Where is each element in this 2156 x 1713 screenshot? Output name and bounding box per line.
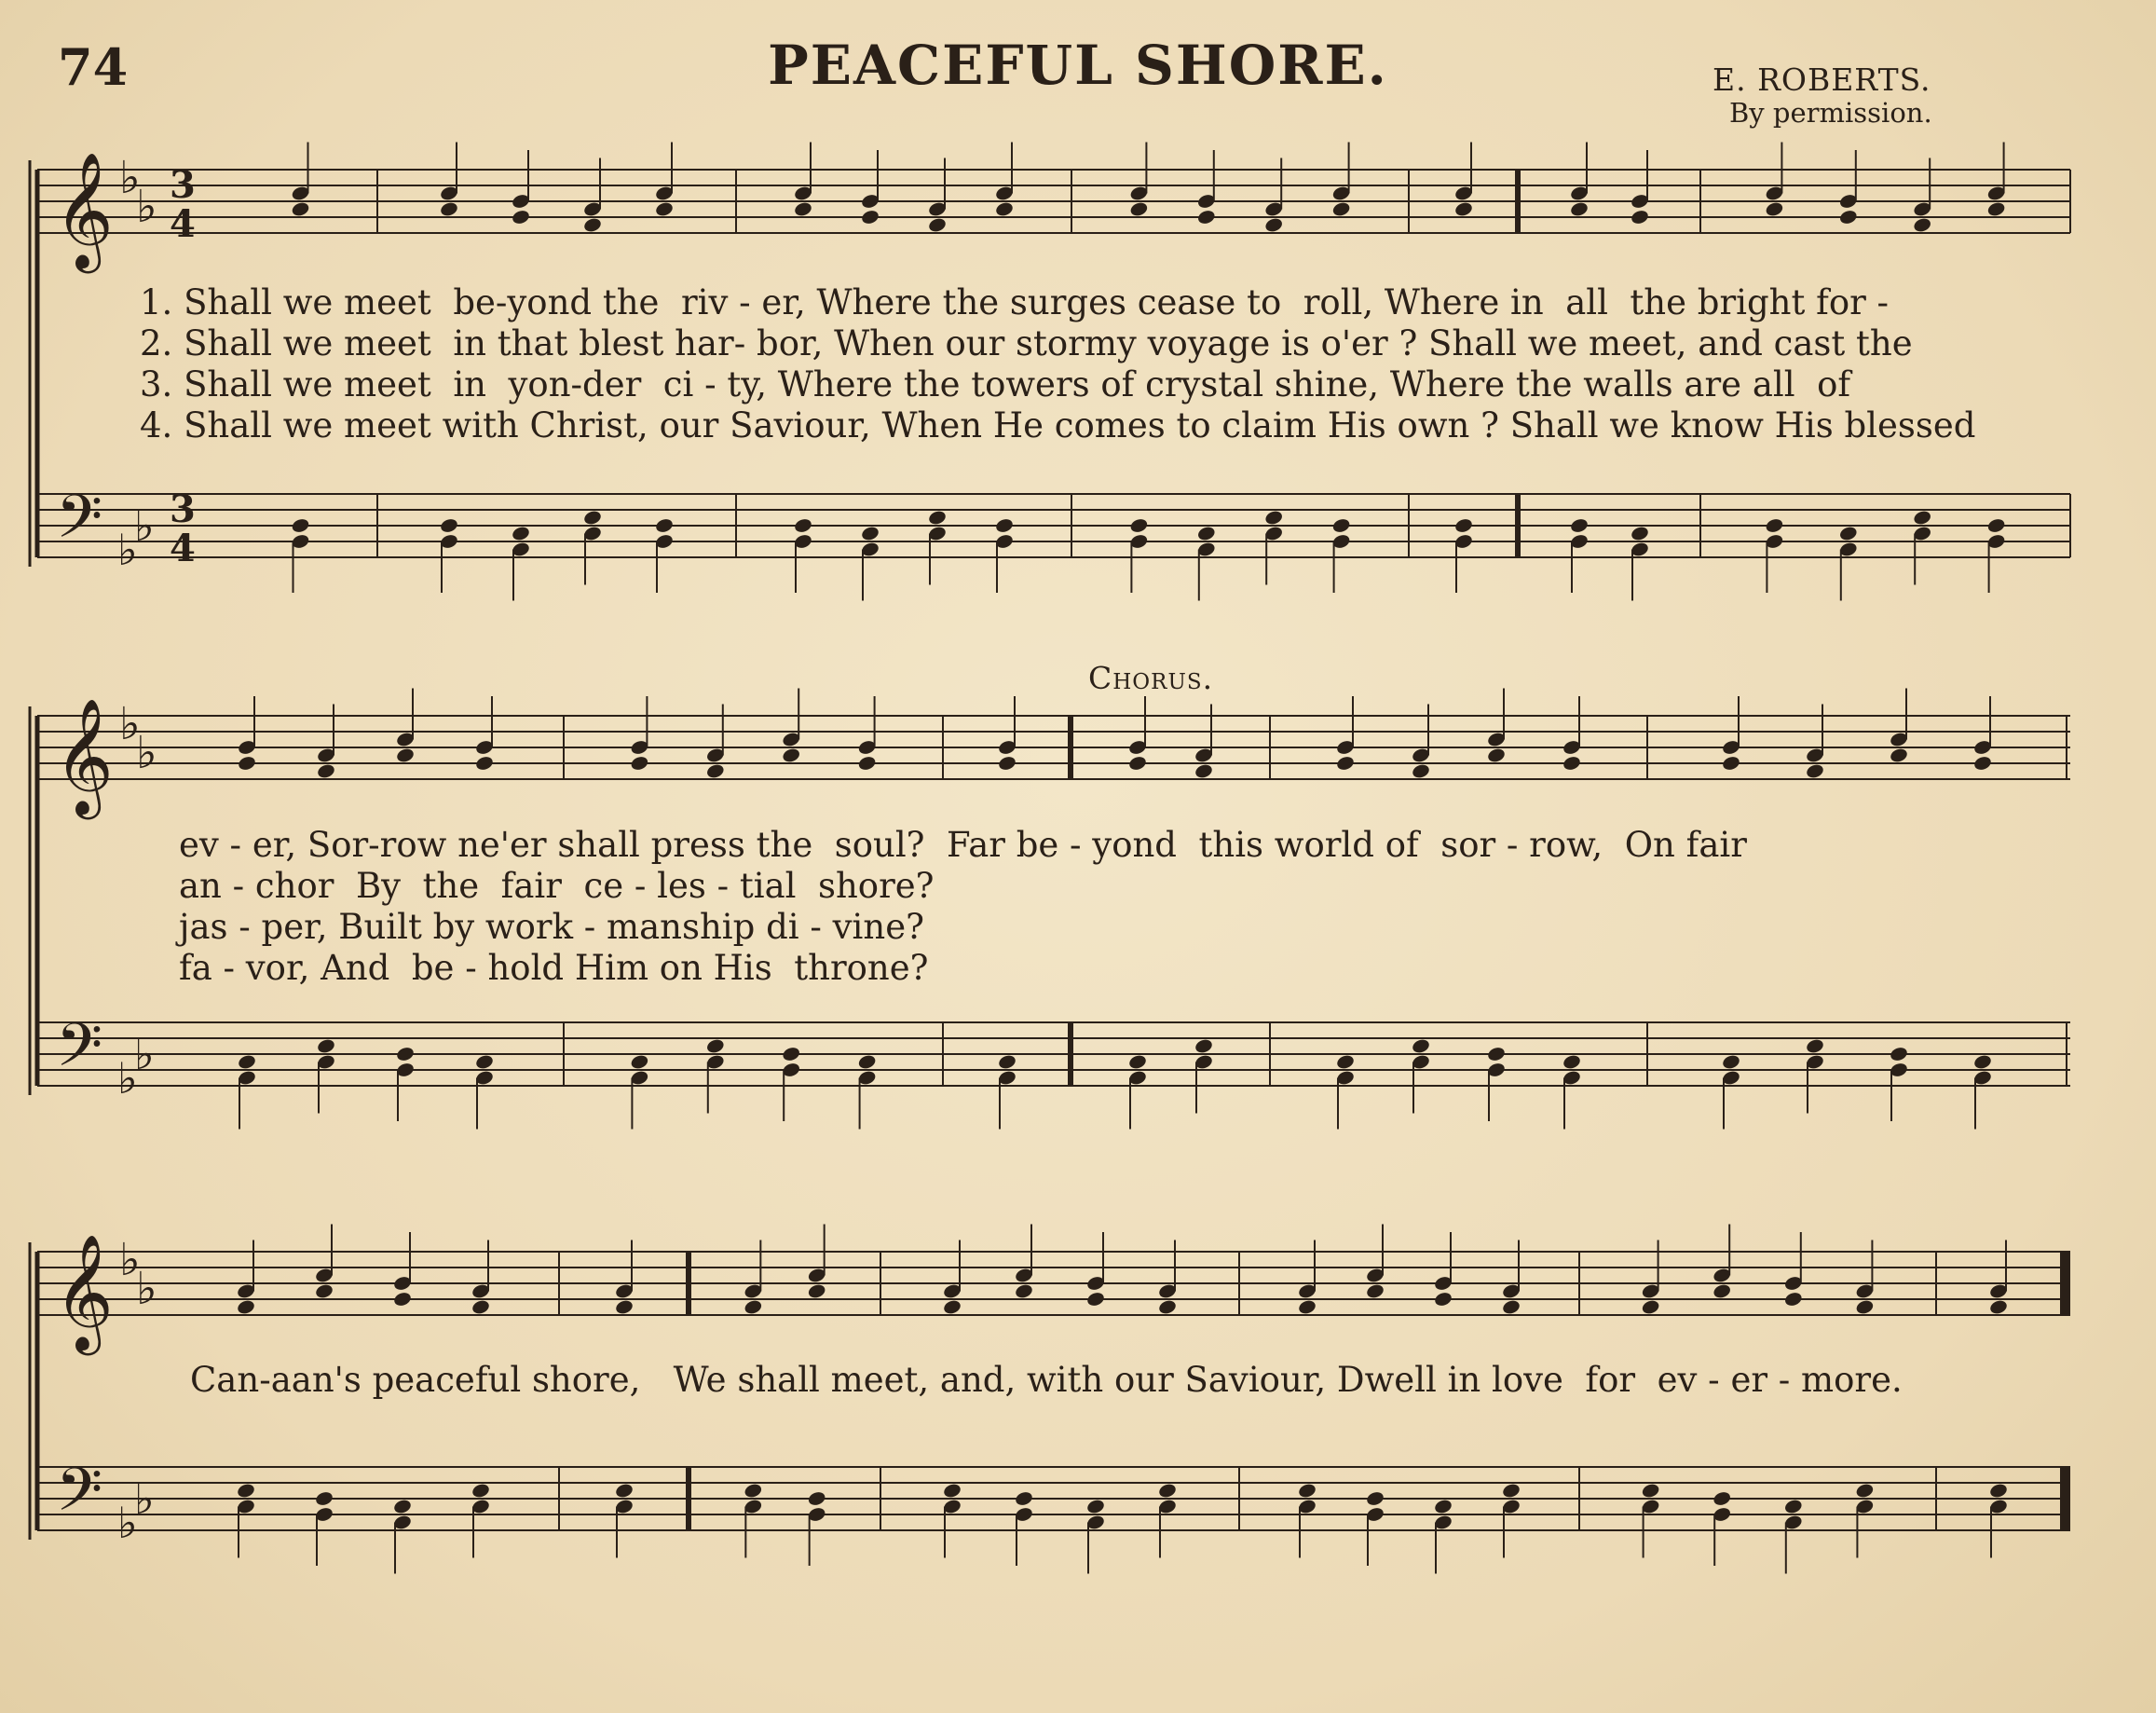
verse-1-line: 1. Shall we meet be-yond the riv - er, Where the surges cease to roll, Where in all the bright for - [140, 282, 1890, 322]
note-head [994, 517, 1014, 534]
flat-e-icon: ♭ [134, 1029, 155, 1079]
verse-3-line: 3. Shall we meet in yon-der ci - ty, Where the towers of crystal shine, Where the walls are all of [140, 364, 1851, 404]
note-head [1838, 525, 1858, 541]
note-head [614, 1482, 634, 1499]
note-head [1411, 1037, 1430, 1054]
note-head [314, 1490, 334, 1507]
double-bar-line [1515, 170, 1521, 233]
note-head [1783, 1291, 1803, 1308]
note-head [1889, 747, 1908, 763]
note-head [1129, 517, 1149, 534]
note-head [236, 1482, 255, 1499]
note-head [1838, 209, 1858, 226]
flat-b-icon: ♭ [119, 1234, 141, 1286]
note-head [994, 200, 1014, 217]
note-head [942, 1482, 962, 1499]
flat-b-icon: ♭ [119, 152, 141, 204]
time-signature-top: 3 [170, 163, 196, 207]
double-bar-line [1515, 494, 1521, 557]
note-head [1630, 209, 1649, 226]
note-head [857, 1053, 877, 1070]
note-head [782, 1046, 801, 1062]
treble-clef-icon: 𝄞 [54, 152, 114, 268]
note-head [236, 1298, 255, 1315]
note-head [793, 517, 812, 534]
note-head [1085, 1291, 1105, 1308]
note-head [857, 755, 877, 772]
note-head [237, 1053, 256, 1070]
chorus-lyric-line: Can-aan's peaceful shore, We shall meet, and, with our Saviour, Dwell in love for ev - er - more. [190, 1360, 1903, 1400]
time-signature-top: 3 [170, 487, 196, 531]
note-head [860, 525, 880, 541]
flat-b-icon: ♭ [119, 698, 141, 750]
note-head [471, 1482, 490, 1499]
note-head [291, 517, 310, 534]
note-head [614, 1298, 634, 1315]
note-head [782, 747, 801, 763]
note-head [793, 200, 812, 217]
note-head [1331, 200, 1351, 217]
note-head [582, 509, 602, 526]
note-head [1297, 1482, 1317, 1499]
note-head [1641, 1482, 1660, 1499]
note-head [1972, 1053, 1992, 1070]
note-head [1196, 525, 1216, 541]
note-head [1913, 509, 1932, 526]
note-head [1986, 200, 2006, 217]
note-head [1335, 1053, 1355, 1070]
note-head [1194, 762, 1213, 779]
composer-credit: E. ROBERTS. [1713, 62, 1931, 98]
note-head [1913, 216, 1932, 233]
note-head [1129, 200, 1149, 217]
verse-4-continuation: fa - vor, And be - hold Him on His throne? [179, 948, 929, 988]
double-bar-line [1068, 1022, 1073, 1086]
note-head [630, 1053, 649, 1070]
note-head [1433, 1291, 1453, 1308]
note-head [1805, 762, 1824, 779]
flat-e-icon: ♭ [134, 1473, 155, 1524]
note-head [474, 755, 494, 772]
note-head [1194, 1037, 1213, 1054]
treble-clef-icon: 𝄞 [54, 698, 114, 815]
time-signature-bottom: 4 [170, 202, 196, 246]
note-head [1453, 517, 1473, 534]
note-head [1433, 1498, 1453, 1514]
note-head [1988, 1482, 2008, 1499]
note-head [1569, 200, 1589, 217]
note-head [1630, 525, 1649, 541]
note-head [1562, 755, 1581, 772]
note-head [1486, 747, 1506, 763]
note-head [395, 747, 415, 763]
note-head [1972, 755, 1992, 772]
note-head [1365, 1490, 1385, 1507]
final-bar-line [2061, 1252, 2070, 1315]
note-head [1014, 1490, 1033, 1507]
note-head [392, 1498, 412, 1514]
note-head [1805, 1037, 1824, 1054]
note-head [630, 755, 649, 772]
note-head [1713, 1490, 1732, 1507]
permission-note: By permission. [1729, 97, 1932, 129]
note-head [1297, 1298, 1317, 1315]
note-head [237, 755, 256, 772]
treble-clef-icon: 𝄞 [54, 1234, 114, 1350]
note-head [1157, 1298, 1177, 1315]
double-bar-line [686, 1467, 691, 1530]
note-head [942, 1298, 962, 1315]
flat-e-icon: ♭ [134, 500, 155, 551]
note-head [807, 1490, 826, 1507]
note-head [316, 762, 335, 779]
note-head [439, 200, 458, 217]
note-head [1562, 1053, 1581, 1070]
note-head [1331, 517, 1351, 534]
flat-e-icon: ♭ [136, 1263, 157, 1315]
note-head [1085, 1498, 1105, 1514]
note-head [654, 200, 674, 217]
verse-3-continuation: jas - per, Built by work - manship di - vine? [179, 907, 924, 947]
note-head [1335, 755, 1355, 772]
note-head [997, 755, 1017, 772]
note-head [705, 1037, 725, 1054]
note-head [1411, 762, 1430, 779]
note-head [1855, 1298, 1875, 1315]
note-head [316, 1037, 335, 1054]
note-head [1641, 1298, 1660, 1315]
note-head [1721, 1053, 1740, 1070]
note-head [860, 209, 880, 226]
chorus-label: Chorus. [1088, 660, 1214, 696]
note-head [471, 1298, 490, 1315]
note-head [1264, 509, 1284, 526]
note-head [1014, 1282, 1033, 1299]
note-head [474, 1053, 494, 1070]
note-head [1765, 200, 1784, 217]
note-head [1721, 755, 1740, 772]
note-head [582, 216, 602, 233]
note-head [1127, 1053, 1147, 1070]
flat-b-icon: ♭ [117, 525, 138, 575]
note-head [392, 1291, 412, 1308]
bass-clef-icon: 𝄢 [56, 1011, 103, 1095]
note-head [1486, 1046, 1506, 1062]
double-bar-line [1068, 716, 1073, 779]
flat-e-icon: ♭ [136, 727, 157, 779]
note-head [291, 200, 310, 217]
note-head [1127, 755, 1147, 772]
verse-2-continuation: an - chor By the fair ce - les - tial shore? [179, 866, 935, 906]
note-head [1713, 1282, 1732, 1299]
note-head [1196, 209, 1216, 226]
note-head [1365, 1282, 1385, 1299]
note-head [395, 1046, 415, 1062]
flat-e-icon: ♭ [136, 181, 157, 233]
flat-b-icon: ♭ [117, 1498, 138, 1548]
note-head [1783, 1498, 1803, 1514]
note-head [1988, 1298, 2008, 1315]
note-head [1453, 200, 1473, 217]
bass-clef-icon: 𝄢 [56, 483, 103, 567]
note-head [744, 1482, 763, 1499]
note-head [927, 509, 947, 526]
note-head [1986, 517, 2006, 534]
note-head [511, 525, 530, 541]
note-head [511, 209, 530, 226]
verse-4-line: 4. Shall we meet with Christ, our Saviour, When He comes to claim His own ? Shall we know His blessed [140, 405, 1976, 445]
note-head [1855, 1482, 1875, 1499]
note-head [1501, 1298, 1521, 1315]
hymn-title: PEACEFUL SHORE. [768, 34, 1388, 97]
note-head [1889, 1046, 1908, 1062]
note-head [1569, 517, 1589, 534]
note-head [1765, 517, 1784, 534]
note-head [807, 1282, 826, 1299]
page-number: 74 [58, 37, 129, 97]
note-head [654, 517, 674, 534]
time-signature-bottom: 4 [170, 527, 196, 570]
note-head [1501, 1482, 1521, 1499]
note-head [744, 1298, 763, 1315]
note-head [1157, 1482, 1177, 1499]
verse-2-line: 2. Shall we meet in that blest har- bor, When our stormy voyage is o'er ? Shall we meet, and cast the [140, 323, 1913, 363]
final-bar-line [2061, 1467, 2070, 1530]
note-head [997, 1053, 1017, 1070]
flat-b-icon: ♭ [117, 1053, 138, 1103]
verse-1-continuation: ev - er, Sor-row ne'er shall press the soul? Far be - yond this world of sor - row, On fair [179, 825, 1747, 865]
double-bar-line [686, 1252, 691, 1315]
note-head [1264, 216, 1284, 233]
note-head [314, 1282, 334, 1299]
bass-clef-icon: 𝄢 [56, 1456, 103, 1540]
note-head [439, 517, 458, 534]
note-head [927, 216, 947, 233]
note-head [705, 762, 725, 779]
